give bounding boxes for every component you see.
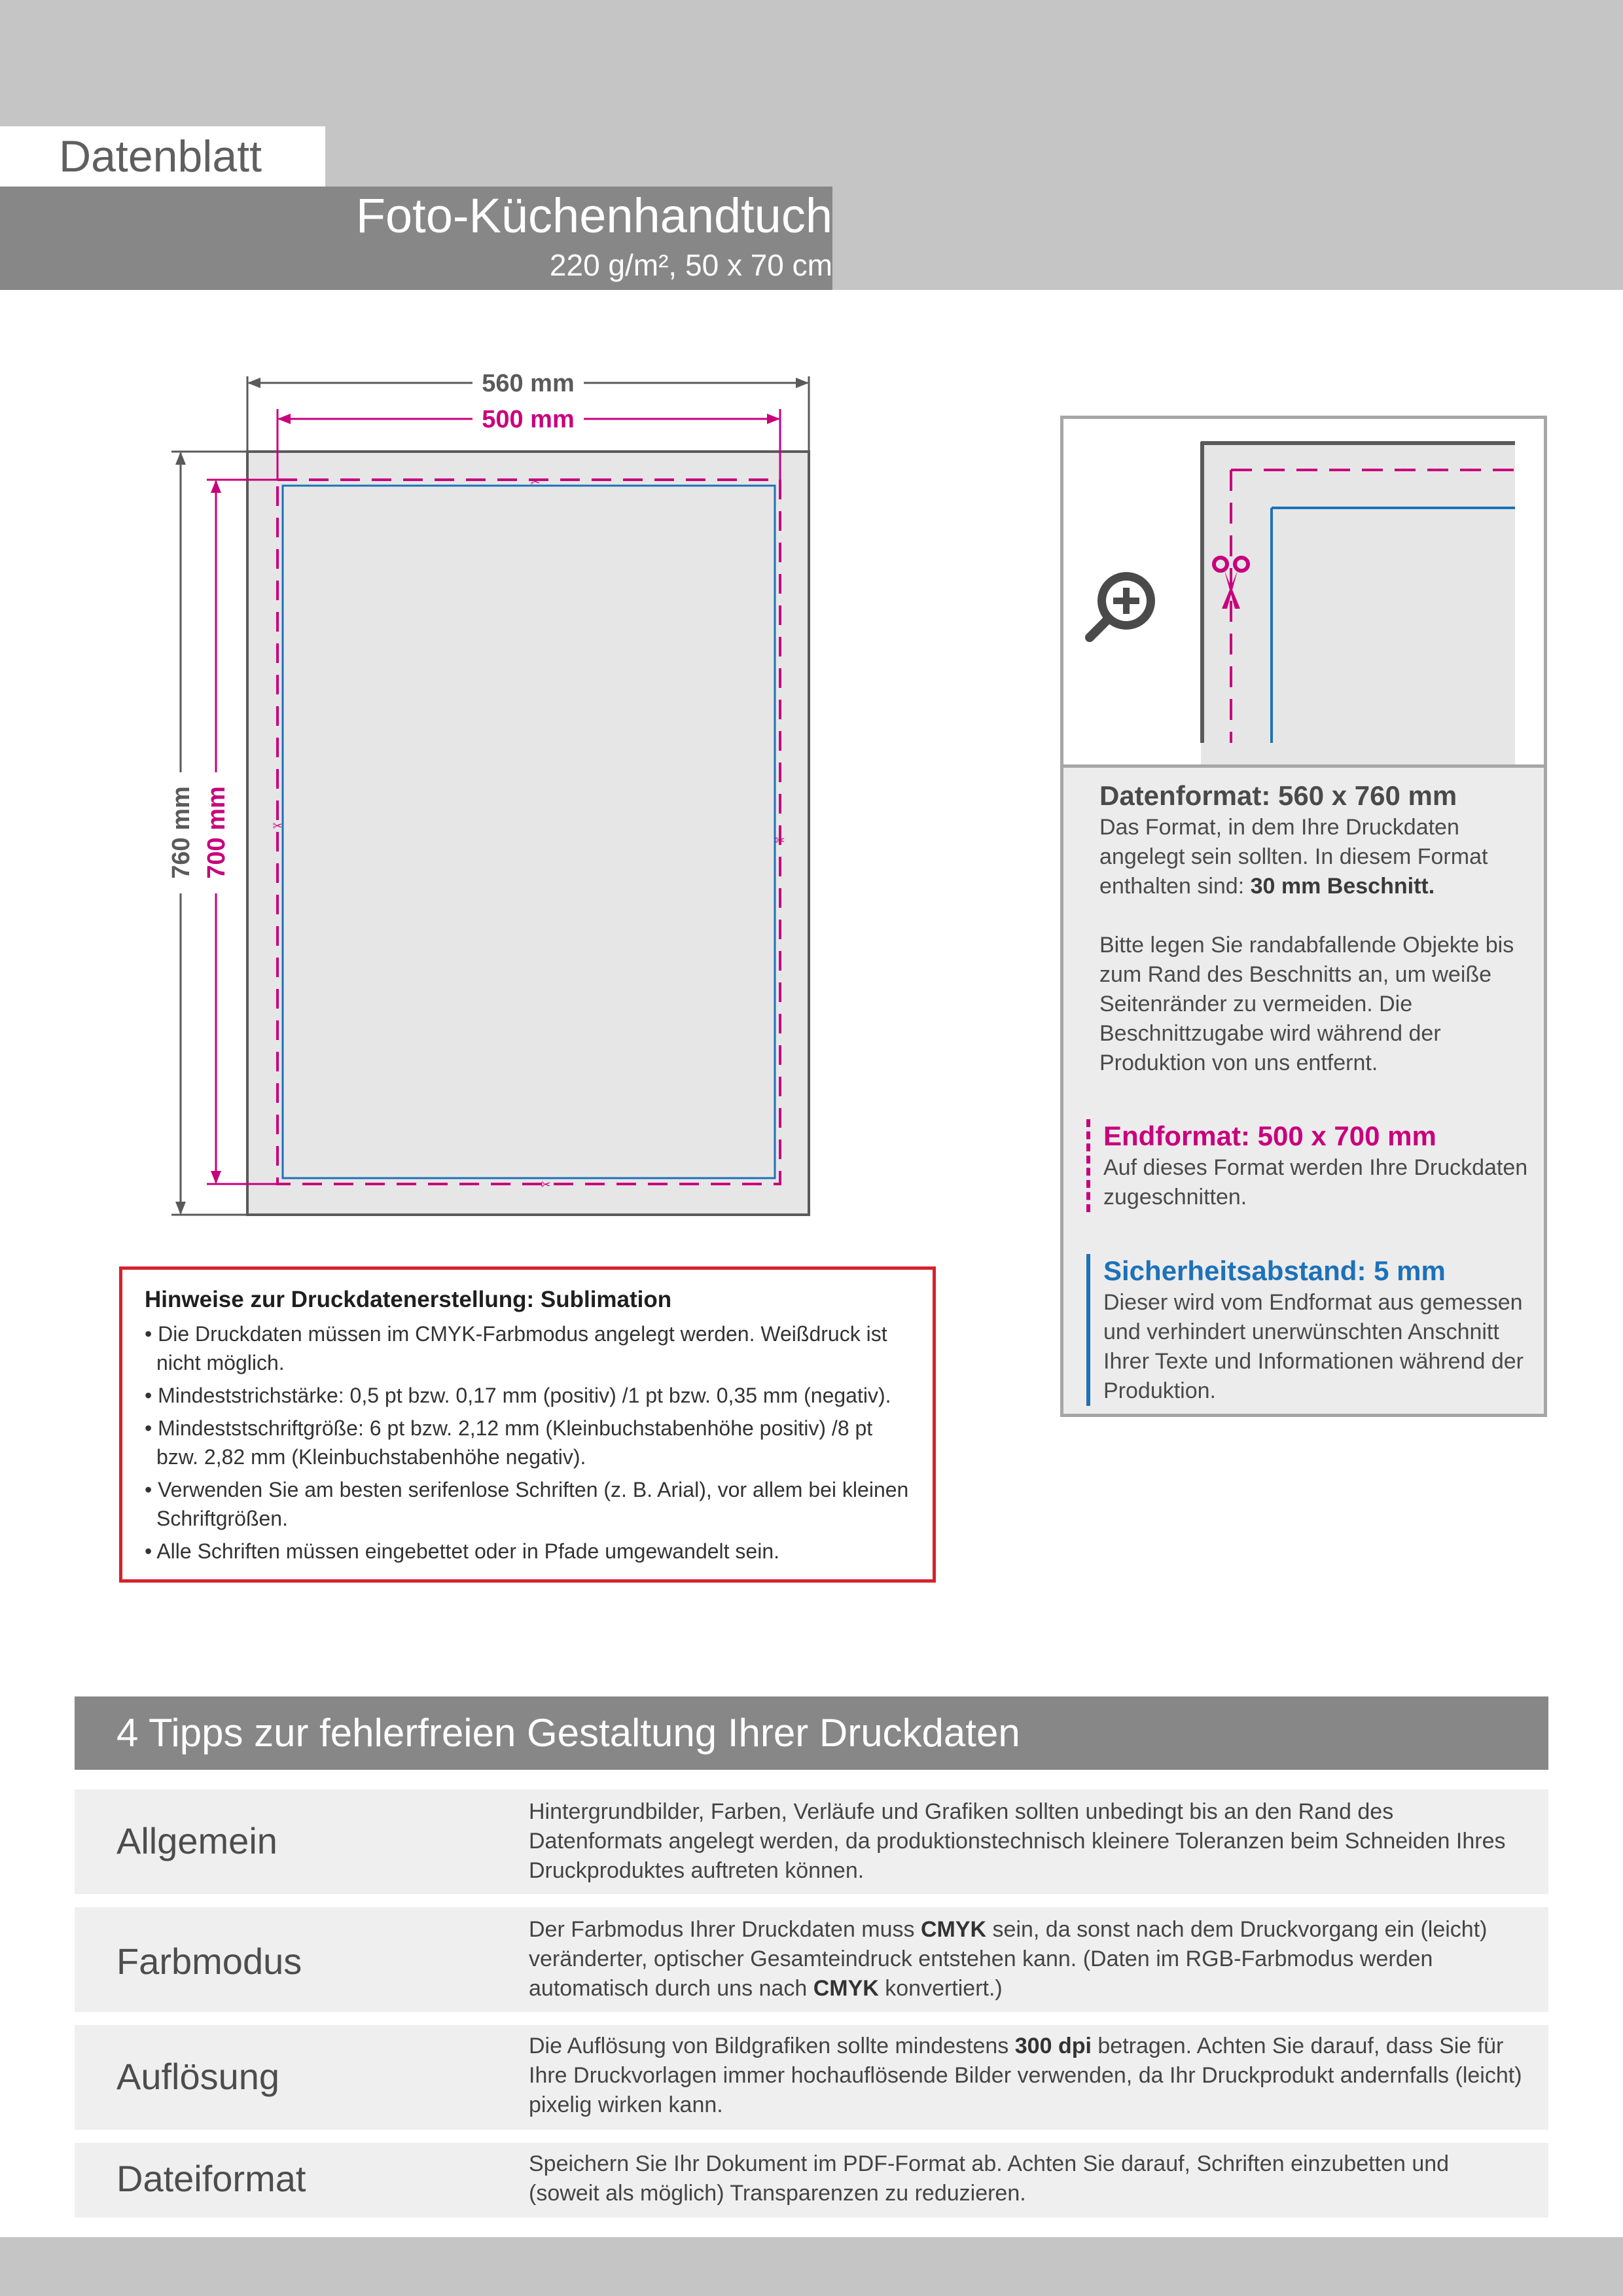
format-diagram — [0, 340, 851, 1257]
zoom-detail-graphic — [1063, 419, 1544, 764]
endformat-title: Endformat: 500 x 700 mm — [1103, 1121, 1436, 1151]
endformat-block — [1086, 1119, 1529, 1212]
hints-title: Hinweise zur Druckdatenerstellung: Sublimation — [145, 1287, 672, 1312]
tip-label: Dateiformat — [116, 2158, 306, 2199]
tip-label: Allgemein — [116, 1820, 277, 1861]
product-name: Foto-Küchenhandtuch — [355, 188, 832, 243]
hints-box — [119, 1266, 936, 1583]
format-info-panel — [1060, 416, 1547, 1417]
sicherheit-title: Sicherheitsabstand: 5 mm — [1103, 1255, 1446, 1286]
tips-header — [75, 1696, 1548, 1770]
scissors-mark-top: ✂ — [530, 475, 541, 488]
width-total-label: 560 mm — [482, 370, 575, 397]
tip-text: Der Farbmodus Ihrer Druckdaten muss CMYK sein, da sonst nach dem Druckvorgang ein (leicht) veränderter, optischer Gesamteindruck entstehen kann. (Daten im RGB-Farbmodus werden automatisch durch uns nach CMYK konvertiert.) — [529, 1917, 1488, 2001]
datenformat-title: Datenformat: 560 x 760 mm — [1099, 780, 1457, 811]
hint-item: • Verwenden Sie am besten serifenlose Schriften (z. B. Arial), vor allem bei kleinen Schriftgrößen. — [145, 1475, 914, 1533]
height-total-label: 760 mm — [168, 786, 195, 879]
tip-label: Auflösung — [116, 2056, 280, 2097]
height-final-label: 700 mm — [203, 786, 230, 879]
datenformat-text-1: Das Format, in dem Ihre Druckdaten angelegt sein sollten. In diesem Format enthalten sind: 30 mm Beschnitt. — [1099, 815, 1488, 899]
zoom-paper — [1201, 442, 1528, 764]
product-spec: 220 g/m², 50 x 70 cm — [549, 248, 832, 282]
hint-item: • Die Druckdaten müssen im CMYK-Farbmodus angelegt werden. Weißdruck ist nicht möglich. — [145, 1319, 914, 1377]
hint-item: • Mindeststschriftgröße: 6 pt bzw. 2,12 mm (Kleinbuchstabenhöhe positiv) /8 pt bzw. 2,82 mm (Kleinbuchstabenhöhe negativ). — [145, 1414, 914, 1471]
scissors-mark-bottom: ✂ — [541, 1178, 551, 1191]
footer-band — [0, 2237, 1623, 2296]
scissors-mark-left: ✂ — [272, 819, 283, 833]
tip-text: Hintergrundbilder, Farben, Verläufe und Grafiken sollten unbedingt bis an den Rand des Datenformats angelegt werden, da produktionstechnisch kleinere Toleranzen beim Schneiden Ihres Druckproduktes auftreten können. — [529, 1799, 1506, 1883]
width-final-label: 500 mm — [482, 406, 575, 433]
hint-item: • Alle Schriften müssen eingebettet oder in Pfade umgewandelt sein. — [145, 1537, 914, 1566]
page-title: Datenblatt — [59, 132, 262, 181]
hint-item: • Mindeststrichstärke: 0,5 pt bzw. 0,17 mm (positiv) /1 pt bzw. 0,35 mm (negativ). — [145, 1381, 914, 1410]
datenformat-text-2: Bitte legen Sie randabfallende Objekte bis zum Rand des Beschnitts an, um weiße Seitenränder zu vermeiden. Die Beschnittzugabe wird während der Produktion von uns entfernt. — [1099, 933, 1514, 1075]
datenformat-block — [1099, 779, 1531, 1078]
sicherheit-text: Dieser wird vom Endformat aus gemessen und verhindert unerwünschten Anschnitt Ihrer Texte und Informationen während der Produktion. — [1103, 1290, 1524, 1403]
tip-row-allgemein — [75, 1789, 1548, 1894]
tip-text: Die Auflösung von Bildgrafiken sollte mindestens 300 dpi betragen. Achten Sie darauf, dass Sie für Ihre Druckvorlagen immer hochauflösende Bilder verwenden, da Ihr Druckprodukt andernfalls (leicht) pixelig wirken kann. — [529, 2034, 1522, 2117]
tip-label: Farbmodus — [116, 1941, 302, 1982]
bleed-area — [247, 452, 809, 1215]
sicherheit-block — [1086, 1254, 1529, 1406]
endformat-text: Auf dieses Format werden Ihre Druckdaten zugeschnitten. — [1103, 1155, 1528, 1210]
tip-row-farbmodus — [75, 1907, 1548, 2012]
tip-row-aufloesung — [75, 2025, 1548, 2130]
tip-row-dateiformat — [75, 2143, 1548, 2217]
scissors-mark-right: ✂ — [775, 834, 785, 847]
zoom-detail — [1063, 419, 1544, 768]
zoom-in-icon — [1090, 572, 1155, 637]
tips-title: 4 Tipps zur fehlerfreien Gestaltung Ihrer Druckdaten — [116, 1711, 1020, 1755]
tip-text: Speichern Sie Ihr Dokument im PDF-Format ab. Achten Sie darauf, Schriften einzubetten und (soweit als möglich) Transparenzen zu reduzieren. — [529, 2151, 1450, 2206]
